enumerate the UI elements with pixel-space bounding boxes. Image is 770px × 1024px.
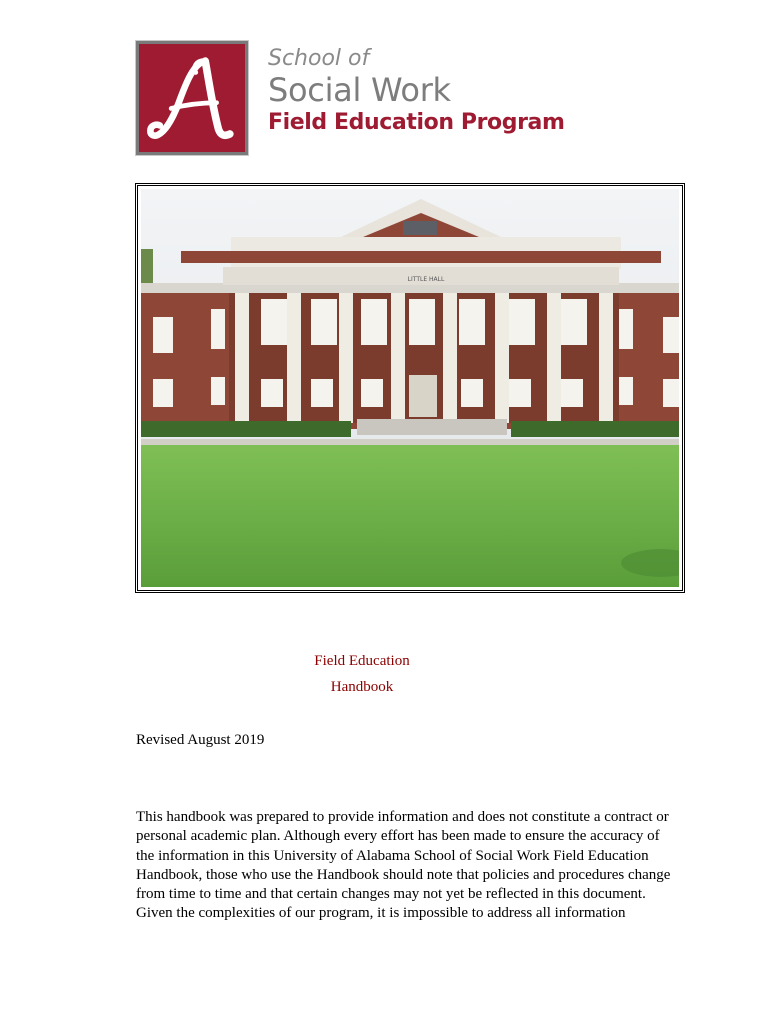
disclaimer-line: Handbook, those who use the Handbook should note that policies and procedures change — [136, 866, 671, 883]
building-photo-frame — [135, 183, 685, 593]
handbook-title-line2: Handbook — [330, 679, 394, 695]
disclaimer-paragraph — [136, 808, 676, 924]
logo-wordmark — [268, 46, 565, 138]
disclaimer-line: Given the complexities of our program, it is impossible to address all information — [136, 905, 626, 922]
building-photo — [141, 189, 679, 587]
building-sign: LITTLE HALL — [407, 276, 445, 283]
university-logo — [136, 41, 248, 155]
script-a-icon — [139, 44, 245, 152]
logo-line-program: Field Education Program — [268, 110, 565, 135]
handbook-title-line1: Field Education — [314, 653, 410, 669]
logo-line-school-of: School of — [268, 46, 370, 71]
disclaimer-line: This handbook was prepared to provide information and does not constitute a contract or — [136, 809, 669, 825]
disclaimer-line: from time to time and that certain changes may not yet be reflected in this document. — [136, 886, 646, 903]
disclaimer-line: the information in this University of Alabama School of Social Work Field Education — [136, 847, 649, 864]
logo-line-social-work: Social Work — [268, 71, 451, 109]
disclaimer-line: personal academic plan. Although every effort has been made to ensure the accuracy of — [136, 828, 660, 845]
revision-date: Revised August 2019 — [136, 732, 265, 748]
